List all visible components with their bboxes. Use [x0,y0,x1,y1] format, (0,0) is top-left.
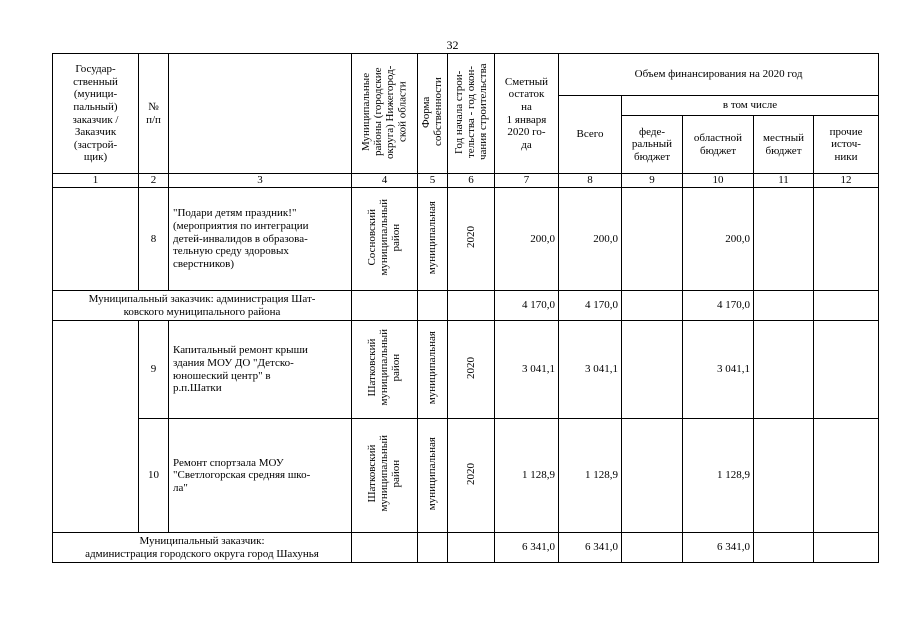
total-value: 200,0 [559,188,622,291]
header-federal: феде- ральный бюджет [622,116,683,174]
year-cell [448,321,495,419]
header-row-1 [53,54,879,96]
header-regional: областной бюджет [683,116,754,174]
regional-value: 6 341,0 [683,533,754,563]
object-name: "Подари детям праздник!" (мероприятия по интеграции детей-инвалидов в образова- тельную среду здоровых сверстников) [169,188,352,291]
row-num: 8 [139,188,169,291]
header-total: Всего [559,96,622,174]
object-name: Ремонт спортзала МОУ "Светлогорская средняя шко- ла" [169,419,352,533]
regional-value: 3 041,1 [683,321,754,419]
header-including: в том числе [622,96,879,116]
year-text: 2020 [464,226,477,249]
col-number: 11 [754,174,814,188]
col-number: 8 [559,174,622,188]
empty-cell [814,291,879,321]
ownership-text: муниципальная [426,200,439,274]
header-ownership [418,54,448,174]
empty-cell [754,533,814,563]
header-districts [352,54,418,174]
col-number: 4 [352,174,418,188]
total-value: 1 128,9 [559,419,622,533]
federal-value [622,321,683,419]
header-local: местный бюджет [754,116,814,174]
header-years [448,54,495,174]
col-number: 1 [53,174,139,188]
subtotal-row [53,533,879,563]
balance-value: 200,0 [495,188,559,291]
col-number: 10 [683,174,754,188]
empty-cell [814,533,879,563]
col-number: 12 [814,174,879,188]
local-value [754,419,814,533]
col-number: 6 [448,174,495,188]
empty-cell [352,291,418,321]
empty-cell [418,533,448,563]
district-cell [352,321,418,419]
balance-value: 3 041,1 [495,321,559,419]
district-text: Сосновский муниципальный район [366,198,403,276]
year-cell [448,419,495,533]
header-other: прочие источ- ники [814,116,879,174]
other-value [814,188,879,291]
header-funding: Объем финансирования на 2020 год [559,54,879,96]
regional-value: 200,0 [683,188,754,291]
column-numbers-row [53,174,879,188]
balance-value: 4 170,0 [495,291,559,321]
other-value [814,321,879,419]
district-cell [352,188,418,291]
regional-value: 4 170,0 [683,291,754,321]
district-cell [352,419,418,533]
table-row [53,188,879,291]
district-text: Шатковский муниципальный район [366,329,403,406]
federal-value [622,419,683,533]
header-districts-text: Муниципальные районы (городские округа) Нижегород- ской области [360,65,409,159]
total-value: 6 341,0 [559,533,622,563]
subtotal-row [53,291,879,321]
row-num: 10 [139,419,169,533]
col-number: 9 [622,174,683,188]
ownership-cell [418,419,448,533]
local-value [754,188,814,291]
ownership-text: муниципальная [426,437,439,511]
page-number: 32 [446,38,459,52]
balance-value: 6 341,0 [495,533,559,563]
empty-cell [418,291,448,321]
header-customer: Государ- ственный (муници- пальный) заказчик / Заказчик (застрой- щик) [53,54,139,174]
object-name: Капитальный ремонт крыши здания МОУ ДО "Детско- юношеский центр" в р.п.Шатки [169,321,352,419]
col-number: 5 [418,174,448,188]
empty-cell [622,533,683,563]
year-text: 2020 [464,462,477,485]
other-value [814,419,879,533]
ownership-cell [418,188,448,291]
total-value: 4 170,0 [559,291,622,321]
col-number: 7 [495,174,559,188]
year-text: 2020 [464,356,477,379]
ownership-cell [418,321,448,419]
table-row [53,419,879,533]
empty-cell [352,533,418,563]
regional-value: 1 128,9 [683,419,754,533]
federal-value [622,188,683,291]
financing-table [52,53,879,563]
header-ownership-text: Форма собственности [420,77,445,147]
empty-cell [448,291,495,321]
empty-cell [622,291,683,321]
subtotal-label: Муниципальный заказчик: администрация Шат- ковского муниципального района [53,291,352,321]
district-text: Шатковский муниципальный район [366,435,403,512]
empty-cell [754,291,814,321]
total-value: 3 041,1 [559,321,622,419]
col-number: 2 [139,174,169,188]
customer-cell [53,321,139,533]
row-num: 9 [139,321,169,419]
customer-cell [53,188,139,291]
table-row [53,321,879,419]
header-years-text: Год начала строи- тельства - год окон- чания строительства [452,63,490,160]
year-cell [448,188,495,291]
balance-value: 1 128,9 [495,419,559,533]
empty-cell [448,533,495,563]
subtotal-label: Муниципальный заказчик: администрация городского округа город Шахунья [53,533,352,563]
header-num: № п/п [139,54,169,174]
col-number: 3 [169,174,352,188]
header-name [169,54,352,174]
header-balance: Сметный остаток на 1 января 2020 го- да [495,54,559,174]
local-value [754,321,814,419]
ownership-text: муниципальная [426,331,439,405]
